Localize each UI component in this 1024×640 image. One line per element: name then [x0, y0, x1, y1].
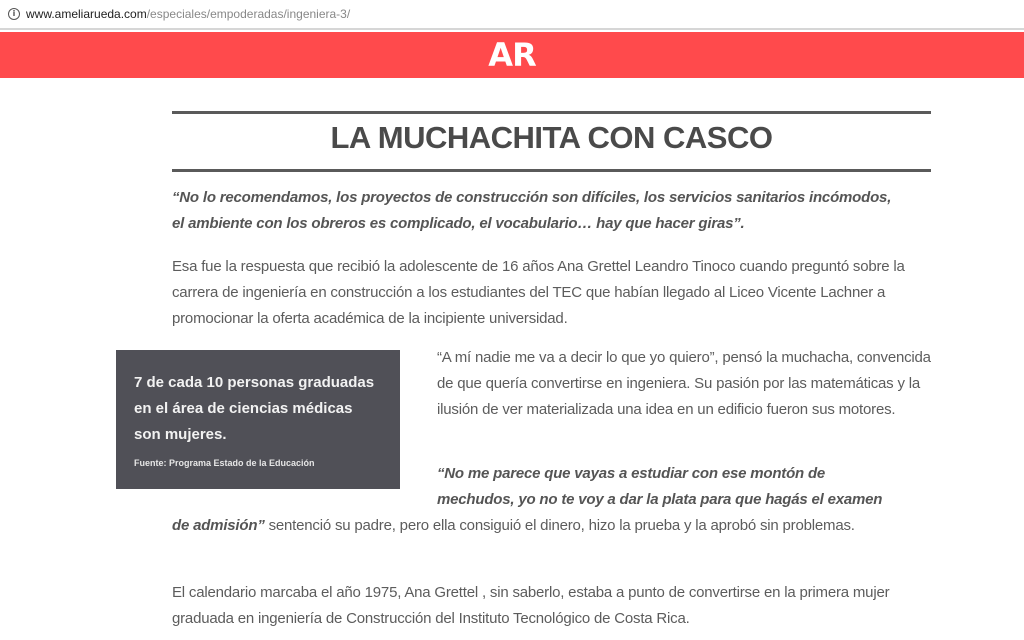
lead-quote: “No lo recomendamos, los proyectos de construcción son difíciles, los servicios sanitarios incómodos, el ambiente con los obreros es complicado, el vocabulario… hay que hacer giras”. [172, 189, 892, 232]
url-path: /especiales/empoderadas/ingeniera-3/ [146, 7, 351, 21]
paragraph-1: Esa fue la respuesta que recibió la adolescente de 16 años Ana Grettel Leandro Tinoco cuando preguntó sobre la carrera de ingeniería en construcción a los estudiantes del TEC que habían llegado al Liceo Vicente Lachner a promocionar la oferta académica de la incipiente universidad. [172, 258, 905, 327]
father-quote-line-3: de admisión” [172, 517, 265, 534]
url-host: www.ameliarueda.com [26, 7, 147, 21]
paragraph-4: El calendario marcaba el año 1975, Ana Grettel , sin saberlo, estaba a punto de convertirse en la primera mujer graduada en ingeniería de Construcción del Instituto Tecnológico de Costa Rica. [172, 584, 890, 627]
callout-text: 7 de cada 10 personas graduadas en el área de ciencias médicas son mujeres. [134, 374, 375, 443]
paragraph-2: “A mí nadie me va a decir lo que yo quiero”, pensó la muchacha, convencida de que quería convertirse en ingeniera. Su pasión por las matemáticas y la ilusión de ver materializada una idea en un edificio fueron sus motores. [437, 349, 931, 418]
address-bar[interactable] [0, 0, 1024, 30]
article-title: LA MUCHACHITA CON CASCO [330, 120, 773, 155]
paragraph-3 [172, 461, 932, 539]
father-quote-line-1: “No me parece que vayas a estudiar con ese montón de [437, 465, 826, 482]
title-rule-bottom [172, 169, 931, 172]
father-quote-line-2: mechudos, yo no te voy a dar la plata para que hagás el examen [437, 491, 883, 508]
title-rule-top [172, 111, 931, 114]
callout-source: Fuente: Programa Estado de la Educación [134, 458, 315, 468]
paragraph-3-rest: sentenció su padre, pero ella consiguió el dinero, hizo la prueba y la aprobó sin problemas. [264, 517, 855, 534]
site-logo[interactable]: AR [488, 36, 536, 74]
info-icon[interactable]: i [8, 8, 20, 20]
site-header [0, 32, 1024, 78]
